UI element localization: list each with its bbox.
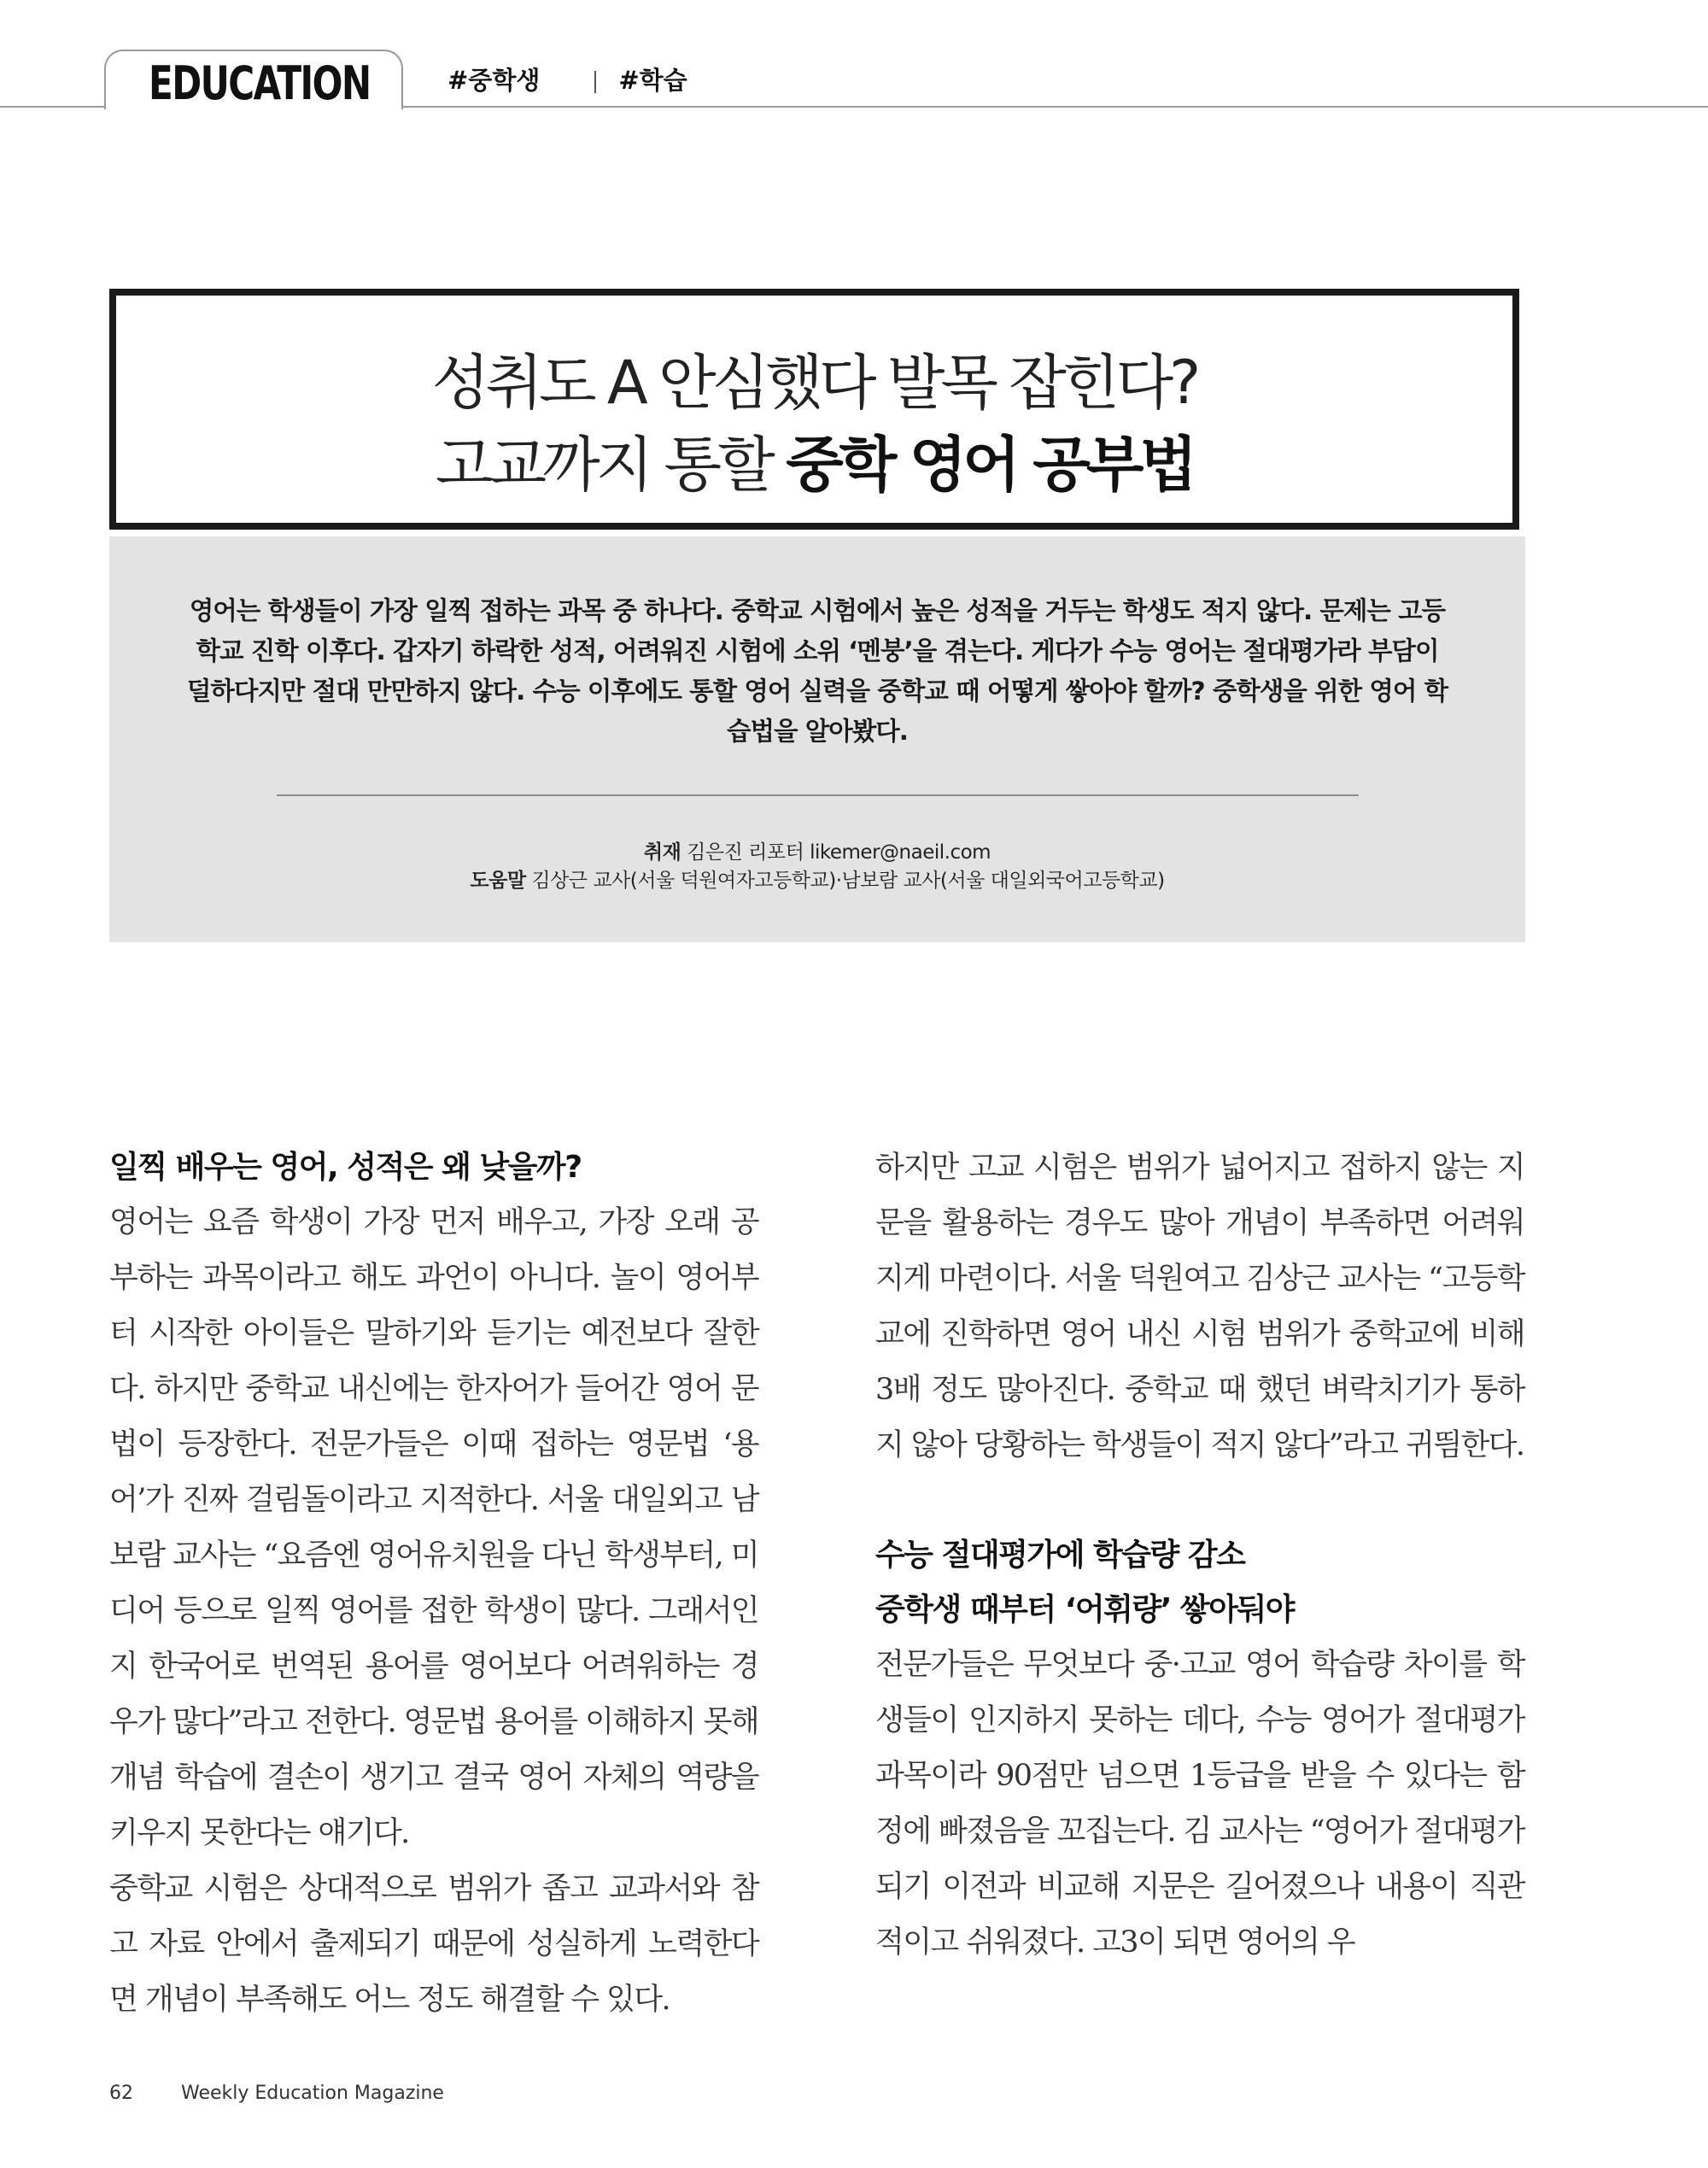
credit-text-reporter: 김은진 리포터 likemer@naeil.com — [681, 841, 991, 864]
credit-label-advisors: 도움말 — [470, 870, 526, 892]
tag-divider — [594, 71, 596, 93]
credits — [109, 839, 1525, 895]
credit-advisors — [109, 867, 1525, 895]
headline-line-2 — [116, 424, 1512, 506]
tag-middle-school: #중학생 — [447, 66, 541, 95]
right-column — [875, 1140, 1524, 1971]
right-subhead-line-1: 수능 절대평가에 학습량 감소 — [875, 1538, 1245, 1573]
headline-box — [109, 289, 1519, 530]
right-paragraph-1: 하지만 고교 시험은 범위가 넓어지고 접하지 않는 지문을 활용하는 경우도 많아 개념이 부족하면 어려워지게 마련이다. 서울 덕원여고 김상근 교사는 “고등학교에 진학하면 영어 내신 시험 범위가 중학교에 비해 3배 정도 많아진다. 중학교 때 했던 벼락치기가 통하지 않아 당황하는 학생들이 적지 않다”라고 귀띔한다. — [875, 1151, 1524, 1462]
credit-label-reporter: 취재 — [643, 841, 681, 864]
magazine-name: Weekly Education Magazine — [181, 2083, 444, 2104]
credit-text-advisors: 김상근 교사(서울 덕원여자고등학교)·남보람 교사(서울 대일외국어고등학교) — [525, 870, 1165, 892]
right-paragraph-2: 전문가들은 무엇보다 중·고교 영어 학습량 차이를 학생들이 인지하지 못하는 데다, 수능 영어가 절대평가 과목이라 90점만 넘으면 1등급을 받을 수 있다는 함정에 빠졌음을 꼬집는다. 김 교사는 “영어가 절대평가 되기 이전과 비교해 지문은 길어졌으나 내용이 직관적이고 쉬워졌다. 고3이 되면 영어의 우 — [875, 1648, 1524, 1960]
headline-line-1: 성취도 A 안심했다 발목 잡힌다? — [431, 348, 1197, 418]
lead-divider — [277, 794, 1359, 796]
headline-line-2-bold: 중학 영어 공부법 — [786, 430, 1194, 500]
left-paragraph-2: 중학교 시험은 상대적으로 범위가 좁고 교과서와 참고 자료 안에서 출제되기 때문에 성실하게 노력한다면 개념이 부족해도 어느 정도 해결할 수 있다. — [109, 1872, 758, 2017]
lead-box — [109, 536, 1525, 942]
spacer — [875, 1474, 1524, 1528]
lead-paragraph: 영어는 학생들이 가장 일찍 접하는 과목 중 하나다. 중학교 시험에서 높은 성적을 거두는 학생도 적지 않다. 문제는 고등학교 진학 이후다. 갑자기 하락한 성적, 어려워진 시험에 소위 ‘멘붕’을 겪는다. 게다가 수능 영어는 절대평가라 부담이 덜하다지만 절대 만만하지 않다. 수능 이후에도 통할 영어 실력을 중학교 때 어떻게 쌓아야 할까? 중학생을 위한 영어 학습법을 알아봤다. — [186, 596, 1448, 746]
headline-line-2-light: 고교까지 통할 — [435, 430, 787, 500]
page-number: 62 — [109, 2083, 133, 2104]
tag-list — [447, 62, 687, 97]
tag-study: #학습 — [618, 66, 687, 95]
right-subhead-line-2: 중학생 때부터 ‘어휘량’ 쌓아둬야 — [875, 1592, 1295, 1627]
page-footer — [109, 2083, 444, 2104]
left-subhead: 일찍 배우는 영어, 성적은 왜 낮을까? — [109, 1150, 582, 1185]
left-paragraph-1: 영어는 요즘 학생이 가장 먼저 배우고, 가장 오래 공부하는 과목이라고 해도 과언이 아니다. 놀이 영어부터 시작한 아이들은 말하기와 듣기는 예전보다 잘한다. 하지만 중학교 내신에는 한자어가 들어간 영어 문법이 등장한다. 전문가들은 이때 접하는 영문법 ‘용어’가 진짜 걸림돌이라고 지적한다. 서울 대일외고 남보람 교사는 “요즘엔 영어유치원을 다닌 학생부터, 미디어 등으로 일찍 영어를 접한 학생이 많다. 그래서인지 한국어로 번역된 용어를 영어보다 어려워하는 경우가 많다”라고 전한다. 영문법 용어를 이해하지 못해 개념 학습에 결손이 생기고 결국 영어 자체의 역량을 키우지 못한다는 얘기다. — [109, 1205, 758, 1850]
left-column — [109, 1140, 758, 2028]
credit-reporter — [109, 839, 1525, 867]
section-label: EDUCATION — [149, 56, 371, 110]
